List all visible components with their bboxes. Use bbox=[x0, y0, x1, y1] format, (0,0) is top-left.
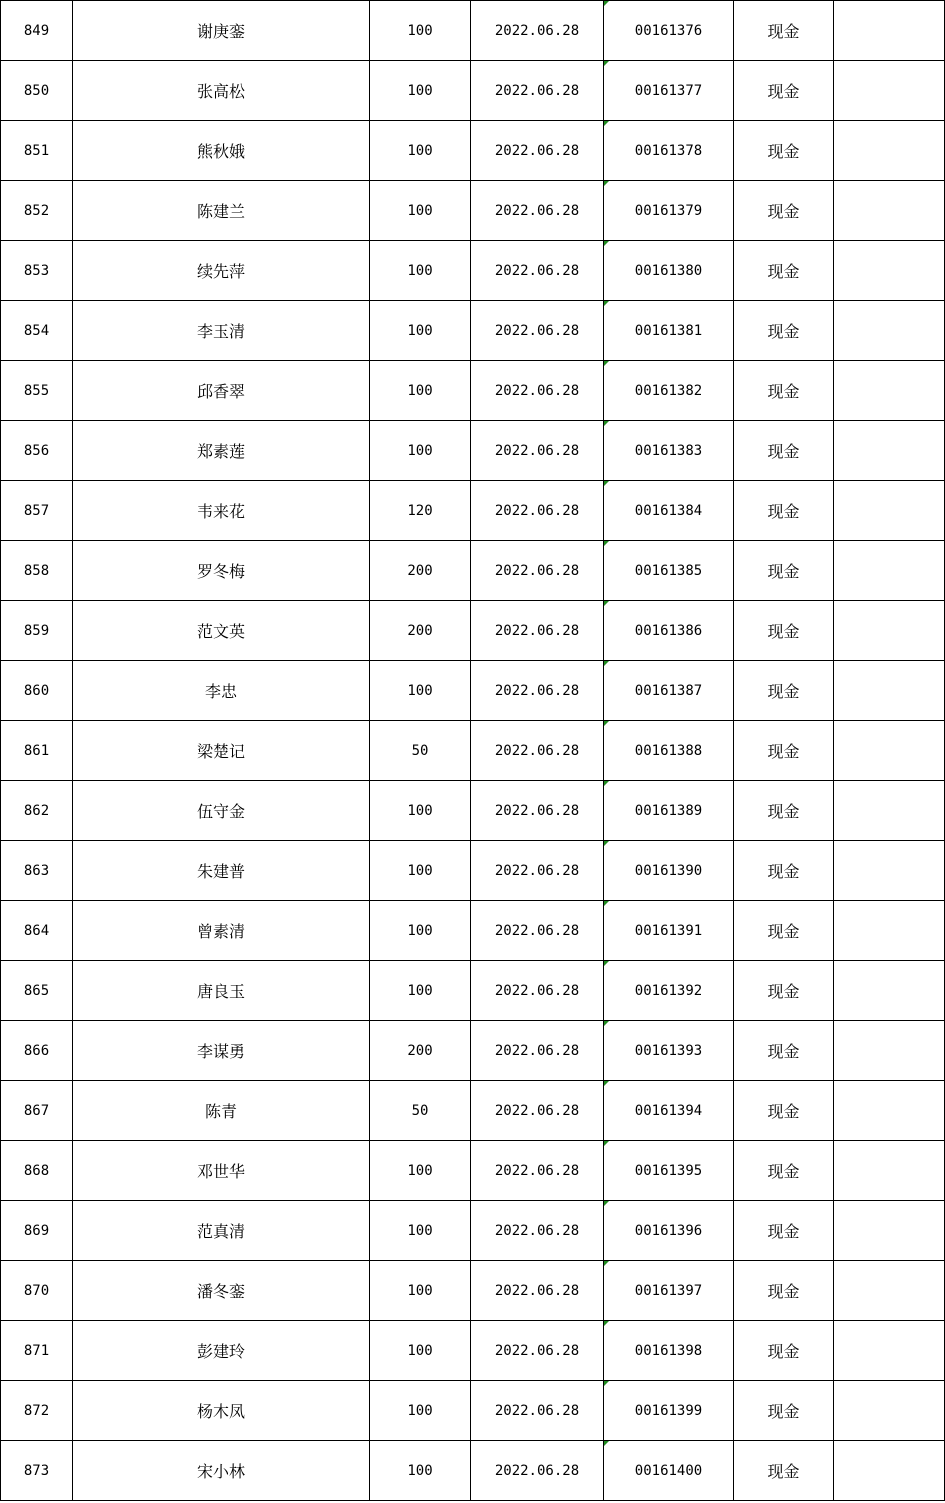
payment-method-cell: 现金 bbox=[734, 421, 834, 481]
receipt-number-cell bbox=[604, 121, 734, 181]
donor-name-cell: 陈青 bbox=[73, 1081, 370, 1141]
date-cell: 2022.06.28 bbox=[471, 301, 604, 361]
text-format-marker-icon bbox=[604, 961, 609, 966]
receipt-number-text: 00161378 bbox=[634, 142, 703, 159]
text-format-marker-icon bbox=[604, 781, 609, 786]
date-cell: 2022.06.28 bbox=[471, 361, 604, 421]
date-cell: 2022.06.28 bbox=[471, 1201, 604, 1261]
table-row bbox=[1, 1441, 945, 1501]
text-format-marker-icon bbox=[604, 841, 609, 846]
payment-method-cell: 现金 bbox=[734, 1141, 834, 1201]
payment-method-cell: 现金 bbox=[734, 361, 834, 421]
serial-number-cell: 861 bbox=[1, 721, 73, 781]
table-row bbox=[1, 301, 945, 361]
remarks-cell bbox=[834, 841, 945, 901]
remarks-cell bbox=[834, 181, 945, 241]
receipt-number-cell bbox=[604, 241, 734, 301]
amount-cell: 100 bbox=[370, 121, 471, 181]
serial-number-cell: 870 bbox=[1, 1261, 73, 1321]
receipt-number-cell bbox=[604, 601, 734, 661]
receipt-number-text: 00161390 bbox=[634, 862, 703, 879]
table-row bbox=[1, 1081, 945, 1141]
table-row bbox=[1, 481, 945, 541]
remarks-cell bbox=[834, 901, 945, 961]
receipt-number-cell bbox=[604, 1381, 734, 1441]
receipt-number-text: 00161395 bbox=[634, 1162, 703, 1179]
payment-method-cell: 现金 bbox=[734, 1261, 834, 1321]
remarks-cell bbox=[834, 1441, 945, 1501]
receipt-number-cell bbox=[604, 1441, 734, 1501]
donor-name-cell: 郑素莲 bbox=[73, 421, 370, 481]
serial-number-cell: 864 bbox=[1, 901, 73, 961]
date-cell: 2022.06.28 bbox=[471, 601, 604, 661]
table-row bbox=[1, 541, 945, 601]
text-format-marker-icon bbox=[604, 901, 609, 906]
payment-method-cell: 现金 bbox=[734, 301, 834, 361]
date-cell: 2022.06.28 bbox=[471, 1021, 604, 1081]
receipt-number-text: 00161388 bbox=[634, 742, 703, 759]
remarks-cell bbox=[834, 541, 945, 601]
receipt-number-text: 00161379 bbox=[634, 202, 703, 219]
date-cell: 2022.06.28 bbox=[471, 961, 604, 1021]
receipt-number-cell bbox=[604, 61, 734, 121]
amount-cell: 100 bbox=[370, 241, 471, 301]
remarks-cell bbox=[834, 1141, 945, 1201]
date-cell: 2022.06.28 bbox=[471, 541, 604, 601]
receipt-number-cell bbox=[604, 1021, 734, 1081]
receipt-number-cell bbox=[604, 541, 734, 601]
donor-name-cell: 谢庚銮 bbox=[73, 1, 370, 61]
remarks-cell bbox=[834, 1081, 945, 1141]
amount-cell: 100 bbox=[370, 301, 471, 361]
amount-cell: 100 bbox=[370, 1, 471, 61]
payment-method-cell: 现金 bbox=[734, 1381, 834, 1441]
table-row bbox=[1, 421, 945, 481]
text-format-marker-icon bbox=[604, 301, 609, 306]
date-cell: 2022.06.28 bbox=[471, 1321, 604, 1381]
remarks-cell bbox=[834, 661, 945, 721]
receipt-number-text: 00161389 bbox=[634, 802, 703, 819]
text-format-marker-icon bbox=[604, 481, 609, 486]
receipt-number-cell bbox=[604, 1, 734, 61]
date-cell: 2022.06.28 bbox=[471, 1, 604, 61]
date-cell: 2022.06.28 bbox=[471, 61, 604, 121]
table-row bbox=[1, 1201, 945, 1261]
text-format-marker-icon bbox=[604, 241, 609, 246]
text-format-marker-icon bbox=[604, 721, 609, 726]
donor-name-cell: 宋小林 bbox=[73, 1441, 370, 1501]
date-cell: 2022.06.28 bbox=[471, 1141, 604, 1201]
receipt-number-text: 00161381 bbox=[634, 322, 703, 339]
serial-number-cell: 871 bbox=[1, 1321, 73, 1381]
remarks-cell bbox=[834, 721, 945, 781]
payment-method-cell: 现金 bbox=[734, 841, 834, 901]
receipt-number-cell bbox=[604, 781, 734, 841]
serial-number-cell: 852 bbox=[1, 181, 73, 241]
date-cell: 2022.06.28 bbox=[471, 1261, 604, 1321]
table-row bbox=[1, 1321, 945, 1381]
remarks-cell bbox=[834, 121, 945, 181]
serial-number-cell: 866 bbox=[1, 1021, 73, 1081]
serial-number-cell: 857 bbox=[1, 481, 73, 541]
receipt-number-text: 00161376 bbox=[634, 22, 703, 39]
donor-name-cell: 李谋勇 bbox=[73, 1021, 370, 1081]
date-cell: 2022.06.28 bbox=[471, 1441, 604, 1501]
payment-method-cell: 现金 bbox=[734, 481, 834, 541]
donor-name-cell: 伍守金 bbox=[73, 781, 370, 841]
receipt-number-cell bbox=[604, 961, 734, 1021]
remarks-cell bbox=[834, 421, 945, 481]
amount-cell: 100 bbox=[370, 1201, 471, 1261]
remarks-cell bbox=[834, 1021, 945, 1081]
payment-method-cell: 现金 bbox=[734, 961, 834, 1021]
receipt-number-text: 00161380 bbox=[634, 262, 703, 279]
remarks-cell bbox=[834, 1321, 945, 1381]
serial-number-cell: 851 bbox=[1, 121, 73, 181]
remarks-cell bbox=[834, 361, 945, 421]
remarks-cell bbox=[834, 481, 945, 541]
serial-number-cell: 872 bbox=[1, 1381, 73, 1441]
remarks-cell bbox=[834, 781, 945, 841]
text-format-marker-icon bbox=[604, 1141, 609, 1146]
text-format-marker-icon bbox=[604, 1081, 609, 1086]
amount-cell: 50 bbox=[370, 721, 471, 781]
date-cell: 2022.06.28 bbox=[471, 181, 604, 241]
receipt-number-text: 00161397 bbox=[634, 1282, 703, 1299]
receipt-number-cell bbox=[604, 1201, 734, 1261]
table-row bbox=[1, 61, 945, 121]
date-cell: 2022.06.28 bbox=[471, 121, 604, 181]
receipt-number-cell bbox=[604, 421, 734, 481]
date-cell: 2022.06.28 bbox=[471, 781, 604, 841]
serial-number-cell: 868 bbox=[1, 1141, 73, 1201]
remarks-cell bbox=[834, 301, 945, 361]
amount-cell: 50 bbox=[370, 1081, 471, 1141]
donor-name-cell: 邱香翠 bbox=[73, 361, 370, 421]
payment-method-cell: 现金 bbox=[734, 901, 834, 961]
donor-name-cell: 范真清 bbox=[73, 1201, 370, 1261]
donor-name-cell: 续先萍 bbox=[73, 241, 370, 301]
receipt-number-cell bbox=[604, 1081, 734, 1141]
payment-method-cell: 现金 bbox=[734, 661, 834, 721]
table-row bbox=[1, 121, 945, 181]
date-cell: 2022.06.28 bbox=[471, 661, 604, 721]
amount-cell: 100 bbox=[370, 61, 471, 121]
serial-number-cell: 862 bbox=[1, 781, 73, 841]
payment-method-cell: 现金 bbox=[734, 721, 834, 781]
payment-method-cell: 现金 bbox=[734, 181, 834, 241]
date-cell: 2022.06.28 bbox=[471, 421, 604, 481]
donor-name-cell: 陈建兰 bbox=[73, 181, 370, 241]
amount-cell: 100 bbox=[370, 1261, 471, 1321]
table-row bbox=[1, 1, 945, 61]
serial-number-cell: 858 bbox=[1, 541, 73, 601]
table-row bbox=[1, 721, 945, 781]
receipt-number-text: 00161392 bbox=[634, 982, 703, 999]
receipt-number-text: 00161387 bbox=[634, 682, 703, 699]
table-row bbox=[1, 241, 945, 301]
payment-method-cell: 现金 bbox=[734, 1441, 834, 1501]
serial-number-cell: 865 bbox=[1, 961, 73, 1021]
receipt-number-text: 00161377 bbox=[634, 82, 703, 99]
text-format-marker-icon bbox=[604, 1, 609, 6]
date-cell: 2022.06.28 bbox=[471, 1381, 604, 1441]
table-row bbox=[1, 181, 945, 241]
receipt-number-text: 00161394 bbox=[634, 1102, 703, 1119]
serial-number-cell: 850 bbox=[1, 61, 73, 121]
serial-number-cell: 855 bbox=[1, 361, 73, 421]
amount-cell: 100 bbox=[370, 961, 471, 1021]
donor-name-cell: 李玉清 bbox=[73, 301, 370, 361]
payment-method-cell: 现金 bbox=[734, 1081, 834, 1141]
payment-method-cell: 现金 bbox=[734, 61, 834, 121]
receipt-number-cell bbox=[604, 721, 734, 781]
donor-name-cell: 彭建玲 bbox=[73, 1321, 370, 1381]
serial-number-cell: 863 bbox=[1, 841, 73, 901]
text-format-marker-icon bbox=[604, 121, 609, 126]
receipt-number-text: 00161391 bbox=[634, 922, 703, 939]
serial-number-cell: 873 bbox=[1, 1441, 73, 1501]
payment-method-cell: 现金 bbox=[734, 781, 834, 841]
payment-method-cell: 现金 bbox=[734, 121, 834, 181]
receipt-number-text: 00161382 bbox=[634, 382, 703, 399]
receipt-number-cell bbox=[604, 481, 734, 541]
amount-cell: 100 bbox=[370, 1381, 471, 1441]
date-cell: 2022.06.28 bbox=[471, 721, 604, 781]
serial-number-cell: 849 bbox=[1, 1, 73, 61]
amount-cell: 200 bbox=[370, 541, 471, 601]
amount-cell: 100 bbox=[370, 841, 471, 901]
amount-cell: 120 bbox=[370, 481, 471, 541]
donor-name-cell: 熊秋娥 bbox=[73, 121, 370, 181]
receipt-number-text: 00161383 bbox=[634, 442, 703, 459]
payment-method-cell: 现金 bbox=[734, 1021, 834, 1081]
receipt-number-cell bbox=[604, 181, 734, 241]
table-row bbox=[1, 1141, 945, 1201]
serial-number-cell: 854 bbox=[1, 301, 73, 361]
amount-cell: 100 bbox=[370, 1321, 471, 1381]
amount-cell: 200 bbox=[370, 1021, 471, 1081]
date-cell: 2022.06.28 bbox=[471, 841, 604, 901]
receipt-number-text: 00161400 bbox=[634, 1462, 703, 1479]
remarks-cell bbox=[834, 1201, 945, 1261]
amount-cell: 100 bbox=[370, 1141, 471, 1201]
table-row bbox=[1, 901, 945, 961]
serial-number-cell: 869 bbox=[1, 1201, 73, 1261]
receipt-number-cell bbox=[604, 841, 734, 901]
donor-name-cell: 朱建普 bbox=[73, 841, 370, 901]
amount-cell: 100 bbox=[370, 1441, 471, 1501]
text-format-marker-icon bbox=[604, 421, 609, 426]
table-row bbox=[1, 1021, 945, 1081]
table-row bbox=[1, 361, 945, 421]
donor-name-cell: 李忠 bbox=[73, 661, 370, 721]
donor-name-cell: 曾素清 bbox=[73, 901, 370, 961]
donor-name-cell: 唐良玉 bbox=[73, 961, 370, 1021]
serial-number-cell: 856 bbox=[1, 421, 73, 481]
text-format-marker-icon bbox=[604, 1021, 609, 1026]
amount-cell: 100 bbox=[370, 181, 471, 241]
donor-name-cell: 邓世华 bbox=[73, 1141, 370, 1201]
payment-method-cell: 现金 bbox=[734, 1201, 834, 1261]
receipt-number-text: 00161384 bbox=[634, 502, 703, 519]
text-format-marker-icon bbox=[604, 541, 609, 546]
remarks-cell bbox=[834, 1, 945, 61]
text-format-marker-icon bbox=[604, 601, 609, 606]
payment-method-cell: 现金 bbox=[734, 601, 834, 661]
serial-number-cell: 860 bbox=[1, 661, 73, 721]
table-row bbox=[1, 661, 945, 721]
remarks-cell bbox=[834, 1381, 945, 1441]
receipt-number-text: 00161398 bbox=[634, 1342, 703, 1359]
date-cell: 2022.06.28 bbox=[471, 241, 604, 301]
text-format-marker-icon bbox=[604, 1261, 609, 1266]
donor-name-cell: 韦来花 bbox=[73, 481, 370, 541]
serial-number-cell: 859 bbox=[1, 601, 73, 661]
donor-name-cell: 罗冬梅 bbox=[73, 541, 370, 601]
text-format-marker-icon bbox=[604, 61, 609, 66]
amount-cell: 100 bbox=[370, 661, 471, 721]
receipt-number-cell bbox=[604, 661, 734, 721]
receipt-number-cell bbox=[604, 901, 734, 961]
remarks-cell bbox=[834, 61, 945, 121]
receipt-number-cell bbox=[604, 361, 734, 421]
receipt-number-cell bbox=[604, 1321, 734, 1381]
text-format-marker-icon bbox=[604, 1381, 609, 1386]
serial-number-cell: 867 bbox=[1, 1081, 73, 1141]
donor-name-cell: 张高松 bbox=[73, 61, 370, 121]
table-row bbox=[1, 1381, 945, 1441]
payment-method-cell: 现金 bbox=[734, 541, 834, 601]
date-cell: 2022.06.28 bbox=[471, 481, 604, 541]
amount-cell: 100 bbox=[370, 421, 471, 481]
table-row bbox=[1, 781, 945, 841]
receipt-number-cell bbox=[604, 301, 734, 361]
text-format-marker-icon bbox=[604, 1201, 609, 1206]
table-row bbox=[1, 1261, 945, 1321]
payment-method-cell: 现金 bbox=[734, 1, 834, 61]
donor-name-cell: 梁楚记 bbox=[73, 721, 370, 781]
donor-name-cell: 范文英 bbox=[73, 601, 370, 661]
payment-method-cell: 现金 bbox=[734, 1321, 834, 1381]
donor-name-cell: 潘冬銮 bbox=[73, 1261, 370, 1321]
table-body bbox=[1, 1, 945, 1501]
amount-cell: 100 bbox=[370, 361, 471, 421]
receipt-number-cell bbox=[604, 1261, 734, 1321]
remarks-cell bbox=[834, 1261, 945, 1321]
table-row bbox=[1, 601, 945, 661]
date-cell: 2022.06.28 bbox=[471, 901, 604, 961]
donor-name-cell: 杨木凤 bbox=[73, 1381, 370, 1441]
payment-method-cell: 现金 bbox=[734, 241, 834, 301]
text-format-marker-icon bbox=[604, 1321, 609, 1326]
date-cell: 2022.06.28 bbox=[471, 1081, 604, 1141]
serial-number-cell: 853 bbox=[1, 241, 73, 301]
table-row bbox=[1, 841, 945, 901]
receipt-number-text: 00161386 bbox=[634, 622, 703, 639]
remarks-cell bbox=[834, 241, 945, 301]
text-format-marker-icon bbox=[604, 1441, 609, 1446]
receipt-number-text: 00161393 bbox=[634, 1042, 703, 1059]
remarks-cell bbox=[834, 601, 945, 661]
amount-cell: 200 bbox=[370, 601, 471, 661]
amount-cell: 100 bbox=[370, 901, 471, 961]
table-row bbox=[1, 961, 945, 1021]
receipt-number-text: 00161399 bbox=[634, 1402, 703, 1419]
amount-cell: 100 bbox=[370, 781, 471, 841]
text-format-marker-icon bbox=[604, 661, 609, 666]
receipt-number-text: 00161396 bbox=[634, 1222, 703, 1239]
text-format-marker-icon bbox=[604, 181, 609, 186]
receipt-number-cell bbox=[604, 1141, 734, 1201]
remarks-cell bbox=[834, 961, 945, 1021]
text-format-marker-icon bbox=[604, 361, 609, 366]
receipt-number-text: 00161385 bbox=[634, 562, 703, 579]
